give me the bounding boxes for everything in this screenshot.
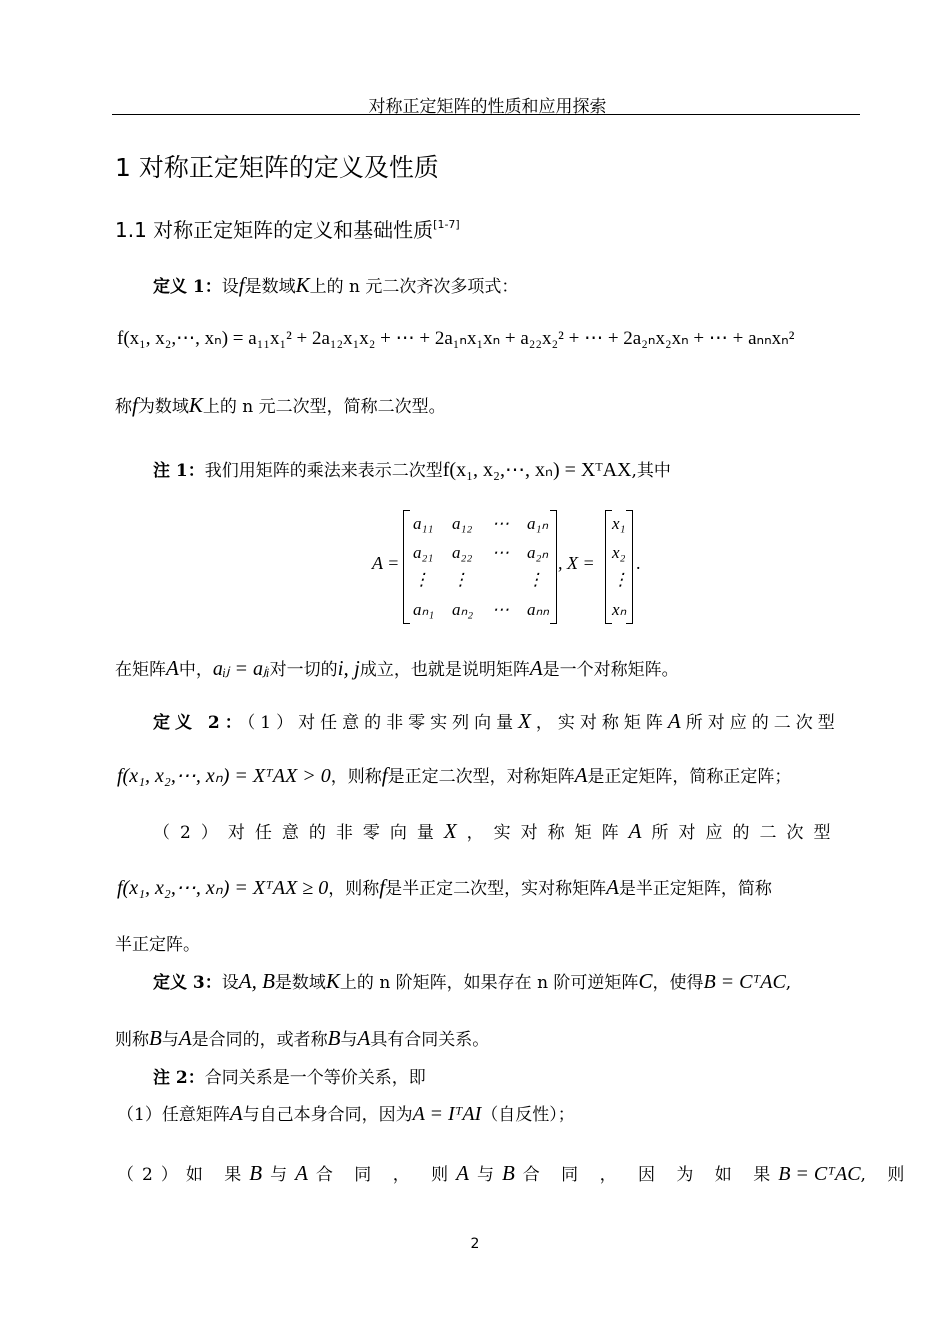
math-var: A [529, 656, 543, 680]
definition-2-line4 [117, 874, 772, 900]
math-var: A [166, 656, 179, 680]
text: （自反性）； [481, 1105, 575, 1125]
subsection-title: 1.1 对称正定矩阵的定义和基础性质 [115, 218, 434, 242]
text: ，则称 [330, 767, 382, 787]
math-formula: B = CᵀAC [778, 1163, 861, 1185]
right-bracket [550, 510, 557, 624]
matrix-entry: aₙ₁ [413, 600, 435, 619]
text: 所对应的二次型 [685, 713, 840, 733]
text: 我们用矩阵的乘法来表示二次型 [204, 461, 443, 481]
text: 与 [476, 1165, 502, 1185]
left-bracket [605, 510, 612, 624]
math-var: A [574, 763, 588, 787]
matrix-entry: ⋮ [452, 570, 469, 589]
text: （1）任意矩阵 [117, 1105, 230, 1125]
math-var: A [357, 1026, 371, 1050]
note-2 [153, 1063, 426, 1088]
math-var: A [628, 819, 652, 843]
definition-2-line1 [153, 708, 840, 734]
matrix-entry: ⋮ [527, 570, 544, 589]
text: 称 [115, 397, 132, 417]
math-formula: B = CᵀAC [703, 971, 786, 993]
matrix-A-label: A = [372, 553, 400, 573]
text: 为数域 [137, 397, 189, 417]
text: 对一切的 [269, 660, 338, 680]
math-var: C [638, 969, 653, 993]
definition-1 [153, 272, 518, 298]
definition-3-line1 [153, 968, 791, 994]
text: 与 [270, 1165, 296, 1185]
text: ，实对称矩阵 [535, 713, 668, 733]
text: 设 [221, 973, 239, 993]
math-var: A [667, 709, 686, 733]
math-var: B [249, 1161, 271, 1185]
matrix-entry: a₂₁ [413, 543, 434, 562]
definition-3-line2 [115, 1025, 489, 1051]
definition-2-line2 [117, 762, 791, 788]
vector-entry: xₙ [612, 600, 627, 619]
matrix-entry: aₙₙ [527, 600, 550, 619]
text: 是半正定二次型，实对称矩阵 [385, 879, 607, 899]
vector-entry: x₁ [612, 514, 626, 533]
math-var: A [295, 1161, 316, 1185]
definition-label: 定义 1： [153, 277, 222, 297]
math-var: f [238, 273, 245, 297]
matrix-X-label: , X = [558, 553, 595, 573]
quadratic-form-equation: f(x₁, x₂,⋯, xₙ) = a₁₁x₁² + 2a₁₂x₁x₂ + ⋯ + 2a₁ₙx₁xₙ + a₂₂x₂² + ⋯ + 2a₂ₙx₂xₙ + ⋯ + aₙₙxₙ² [117, 328, 795, 349]
running-header: 对称正定矩阵的性质和应用探索 [368, 97, 607, 117]
definition-2-line3 [153, 818, 840, 844]
text: 与自己本身合同，因为 [242, 1105, 413, 1125]
math-formula: f(x₁, x₂,⋯, xₙ) = XᵀAX [442, 459, 632, 481]
text: 是合同的，或者称 [191, 1030, 328, 1050]
text: 中， [178, 660, 213, 680]
math-var: A [178, 1026, 192, 1050]
text: 则称 [115, 1030, 149, 1050]
note-1 [153, 456, 671, 482]
definition-2-line5: 半正定阵。 [115, 935, 200, 955]
note-2-item-1 [117, 1100, 575, 1126]
matrix-end: . [636, 553, 641, 573]
header-rule [112, 114, 860, 115]
note-label: 注 1： [153, 461, 205, 481]
definition-1-tail [115, 392, 446, 418]
text: 是正定二次型，对称矩阵 [387, 767, 575, 787]
symmetric-statement [115, 655, 679, 681]
text: 在矩阵 [115, 660, 166, 680]
text: （2）对任意的非零向量 [153, 823, 444, 843]
text: ，实对称矩阵 [466, 823, 629, 843]
matrix-entry: ⋯ [492, 543, 509, 562]
text: 上的 n 阶矩阵，如果存在 n 阶可逆矩阵 [339, 973, 639, 993]
text: 是半正定矩阵，简称 [618, 879, 772, 899]
text: （2）如 果 [117, 1165, 250, 1185]
matrix-entry: ⋮ [413, 570, 430, 589]
text: 成立，也就是说明矩阵 [359, 660, 530, 680]
text: 与 [340, 1030, 358, 1050]
matrix-entry: a₁ₙ [527, 514, 549, 533]
text: , 则 [860, 1165, 913, 1185]
matrix-entry: aₙ₂ [452, 600, 474, 619]
definition-label: 定义 3： [153, 973, 222, 993]
math-var: f [381, 763, 388, 787]
math-var: K [325, 969, 340, 993]
math-var: K [295, 273, 310, 297]
subsection-heading [115, 214, 460, 243]
text: 与 [161, 1030, 179, 1050]
math-var: A [229, 1101, 243, 1125]
text: 是数域 [244, 277, 296, 297]
citation: [1-7] [433, 218, 460, 231]
matrix-entry: ⋯ [492, 600, 509, 619]
math-var: i, j [337, 656, 360, 680]
text: 合 同 ， 因 为 如 果 [522, 1165, 779, 1185]
math-var: X [518, 709, 536, 733]
text: （1）对任意的非零实列向量 [246, 713, 519, 733]
vector-entry: x₂ [612, 543, 626, 562]
math-formula: aᵢⱼ = aⱼᵢ [212, 658, 270, 680]
math-var: f [379, 875, 386, 899]
math-var: A [456, 1161, 477, 1185]
text: 设 [221, 277, 239, 297]
section-heading: 1 对称正定矩阵的定义及性质 [115, 153, 439, 182]
text: 所对应的二次型 [651, 823, 841, 843]
definition-label: 定义 2： [153, 713, 247, 733]
math-var: B [501, 1161, 523, 1185]
note-2-item-2 [117, 1160, 912, 1186]
matrix-entry: ⋯ [492, 514, 509, 533]
math-formula: A = IᵀAI [412, 1103, 482, 1125]
math-var: K [188, 393, 203, 417]
matrix-entry: a₁₂ [452, 514, 473, 533]
text: 上的 n 元二次齐次多项式： [309, 277, 519, 297]
text: ，使得 [652, 973, 704, 993]
text: 合同关系是一个等价关系，即 [204, 1068, 426, 1088]
math-var: X [443, 819, 467, 843]
text: ,其中 [631, 461, 671, 481]
text: ，则称 [328, 879, 380, 899]
text: 是一个对称矩阵。 [542, 660, 679, 680]
text: 上的 n 元二次型，简称二次型。 [202, 397, 446, 417]
math-formula: f(x₁, x₂,⋯, xₙ) = XᵀAX ≥ 0 [117, 877, 329, 899]
right-bracket [626, 510, 633, 624]
math-var: A [606, 875, 619, 899]
math-var: A, B [238, 969, 275, 993]
text: 合 同 ， 则 [315, 1165, 457, 1185]
note-label: 注 2： [153, 1068, 205, 1088]
text: , [785, 973, 792, 993]
left-bracket [403, 510, 410, 624]
text: 是数域 [274, 973, 326, 993]
math-var: B [149, 1026, 162, 1050]
page-number: 2 [470, 1236, 480, 1252]
math-var: f [132, 393, 138, 417]
text: 具有合同关系。 [370, 1030, 490, 1050]
matrix-entry: a₂ₙ [527, 543, 549, 562]
text: 是正定矩阵，简称正定阵； [587, 767, 792, 787]
math-formula: f(x₁, x₂,⋯, xₙ) = XᵀAX > 0 [117, 765, 331, 787]
matrix-entry: a₂₂ [452, 543, 473, 562]
vector-entry: ⋮ [612, 570, 629, 589]
matrix-entry: a₁₁ [413, 514, 434, 533]
math-var: B [327, 1026, 341, 1050]
